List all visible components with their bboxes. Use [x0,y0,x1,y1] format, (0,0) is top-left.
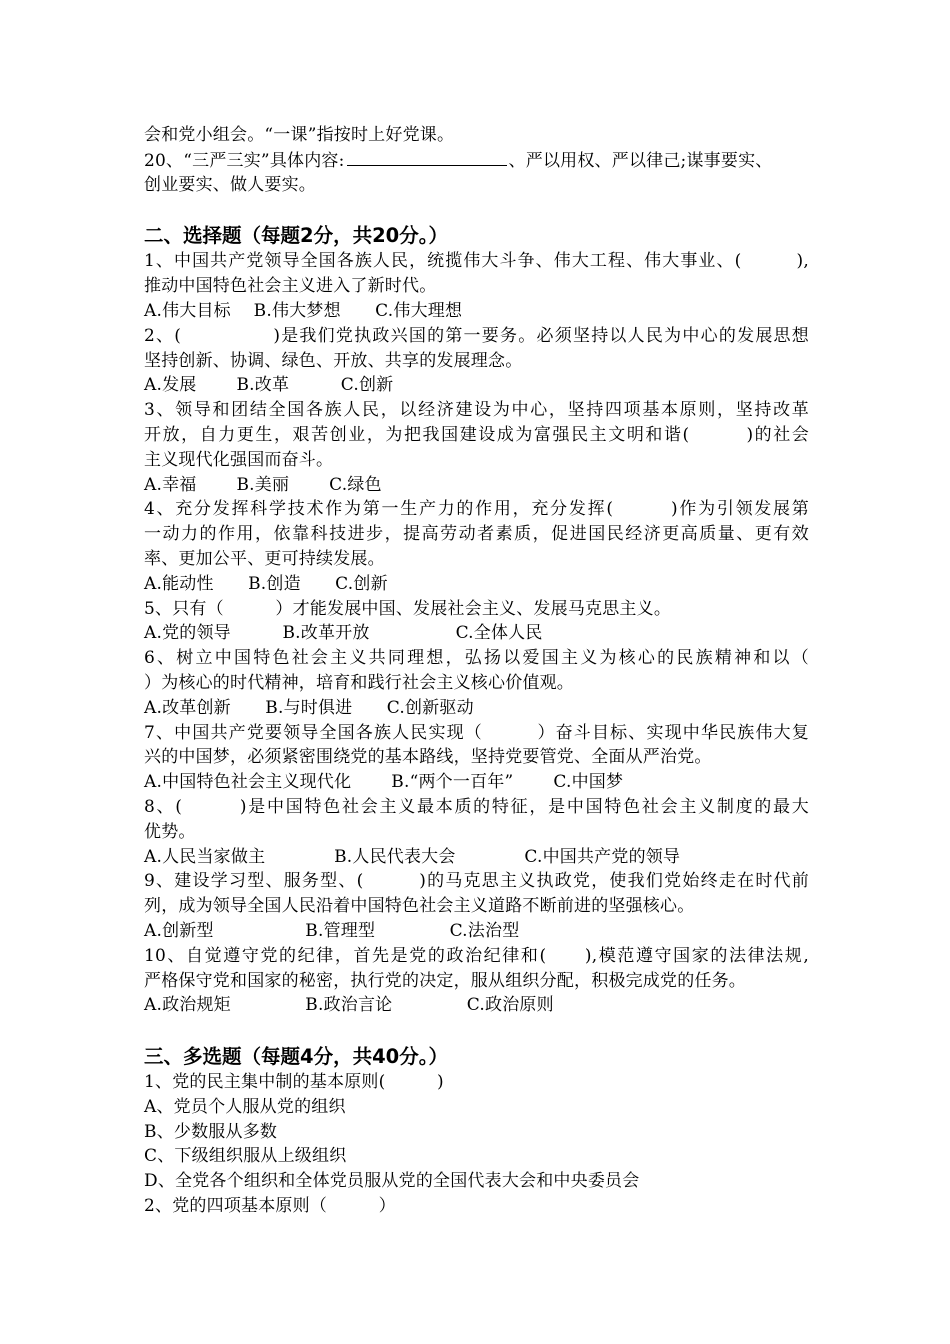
question-20 [144,148,809,173]
choice-question [144,795,809,869]
choice-question [144,249,809,323]
question-text-line: 1、中国共产党领导全国各族人民，统揽伟大斗争、伟大工程、伟大事业、( ), [144,251,809,272]
question-text-line: 3、领导和团结全国各族人民，以经济建设为中心，坚持四项基本原则，坚持改革 [144,400,809,421]
answer-options: A.创新型 B.管理型 C.法治型 [144,920,520,941]
choice-question [144,398,809,497]
question-text-line: 4、充分发挥科学技术作为第一生产力的作用，充分发挥( )作为引领发展第 [144,499,809,520]
multi-choice-line: 1、党的民主集中制的基本原则( ) [144,1072,444,1093]
question-text-line: 严格保守党和国家的秘密，执行党的决定，服从组织分配，积极完成党的任务。 [144,970,746,991]
choice-question [144,497,809,596]
choice-question [144,721,809,795]
question-text-line: 开放，自力更生，艰苦创业，为把我国建设成为富强民主文明和谐( )的社会 [144,424,809,445]
multi-choice-line: 2、党的四项基本原则（ ） [144,1196,396,1217]
question-20-line2: 创业要实、做人要实。 [144,174,316,195]
question-text-line: 6、树立中国特色社会主义共同理想，弘扬以爱国主义为核心的民族精神和以（ [144,648,809,669]
answer-options: A.党的领导 B.改革开放 C.全体人民 [144,623,543,644]
multi-choice-line: B、少数服从多数 [144,1121,278,1142]
question-text-line: 推动中国特色社会主义进入了新时代。 [144,276,437,297]
answer-options: A.幸福 B.美丽 C.绿色 [144,474,382,495]
choice-question [144,869,809,943]
answer-options: A.伟大目标 B.伟大梦想 C.伟大理想 [144,300,463,321]
question-20-text-after: 、严以用权、严以律己;谋事要实、 [508,150,773,171]
question-text-line: 8、( )是中国特色社会主义最本质的特征，是中国特色社会主义制度的最大 [144,796,809,817]
choice-question [144,324,809,398]
answer-options: A.能动性 B.创造 C.创新 [144,573,388,594]
question-text-line: ）为核心的时代精神，培育和践行社会主义核心价值观。 [144,672,574,693]
question-text-line: 5、只有（ ）才能发展中国、发展社会主义、发展马克思主义。 [144,598,672,619]
answer-options: A.改革创新 B.与时俱进 C.创新驱动 [144,697,474,718]
answer-options: A.人民当家做主 B.人民代表大会 C.中国共产党的领导 [144,846,681,867]
question-text-line: 7、中国共产党要领导全国各族人民实现（ ）奋斗目标、实现中华民族伟大复 [144,722,809,743]
multi-choice-line: A、党员个人服从党的组织 [144,1096,346,1117]
question-text-line: 10、自觉遵守党的纪律，首先是党的政治纪律和( ),模范遵守国家的法律法规, [144,945,809,966]
choice-question-list [144,249,809,1018]
section-3-title: 三、多选题（每题4分，共40分。） [144,1045,448,1069]
choice-question [144,646,809,720]
question-text-line: 主义现代化强国而奋斗。 [144,449,334,470]
answer-options: A.中国特色社会主义现代化 B.“两个一百年” C.中国梦 [144,772,624,793]
question-text-line: 优势。 [144,821,196,842]
choice-question [144,944,809,1018]
question-19-tail: 会和党小组会。“一课”指按时上好党课。 [144,125,455,145]
answer-options: A.政治规矩 B.政治言论 C.政治原则 [144,995,554,1016]
question-text-line: 兴的中国梦，必须紧密围绕党的基本路线，坚持党要管党、全面从严治党。 [144,747,712,768]
multi-choice-line: D、全党各个组织和全体党员服从党的全国代表大会和中央委员会 [144,1171,640,1192]
page-content [144,123,809,1219]
choice-question [144,597,809,647]
question-text-line: 一动力的作用，依靠科技进步，提高劳动者素质，促进国民经济更高质量、更有效 [144,524,809,545]
question-text-line: 坚持创新、协调、绿色、开放、共享的发展理念。 [144,350,523,371]
section-2-title: 二、选择题（每题2分，共20分。） [144,224,448,248]
question-text-line: 2、( )是我们党执政兴国的第一要务。必须坚持以人民为中心的发展思想 [144,325,809,346]
answer-options: A.发展 B.改革 C.创新 [144,375,394,396]
fill-in-blank[interactable] [347,148,507,166]
question-20-text-before: 20、“三严三实”具体内容: [144,150,345,171]
question-text-line: 9、建设学习型、服务型、( )的马克思主义执政党，使我们党始终走在时代前 [144,871,809,892]
multi-choice-line: C、下级组织服从上级组织 [144,1146,347,1167]
question-text-line: 列，成为领导全国人民沿着中国特色社会主义道路不断前进的坚强核心。 [144,896,695,917]
multi-choice-question-list [144,1070,809,1219]
question-text-line: 率、更加公平、更可持续发展。 [144,548,385,569]
